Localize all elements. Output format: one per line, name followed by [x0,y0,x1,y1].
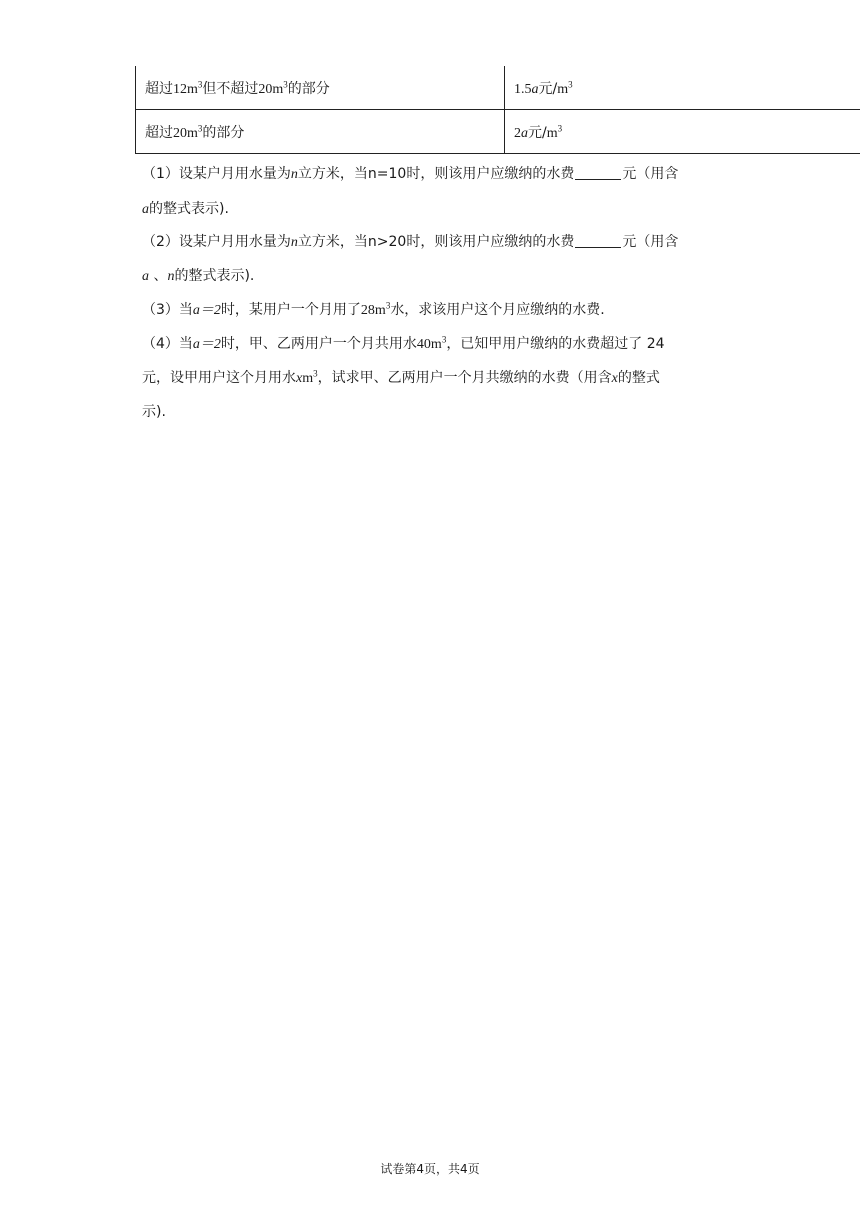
question-text: 元，设甲用户这个月用水 [142,370,296,386]
variable-n: n [290,167,298,182]
question-text: 时，甲、乙两用户一个月共用水 [220,336,417,352]
variable-a: a [142,202,149,217]
price-variable: a [521,125,528,141]
question-text: ，试求甲、乙两用户一个月共缴纳的水费（用含 [317,370,612,386]
question-text: （4）当 [142,336,193,352]
price-cell [505,66,860,110]
range-text: 但不超过 [202,80,259,97]
answer-blank[interactable] [575,164,621,180]
condition: n>20 [367,234,407,250]
variable-n: n [167,269,175,284]
price-unit-m: m [546,125,558,141]
volume: 28m [360,303,386,318]
question-text: （1）设某户月用水量为 [142,166,291,182]
cube-exponent: 3 [313,368,318,379]
range-text: 超过 [145,80,173,97]
question-text: 元（用含 [622,166,679,182]
question-1-line-1 [142,164,732,185]
question-text: 水，求该用户这个月应缴纳的水费. [390,302,605,318]
variable-x: x [611,371,618,386]
range-text: 的部分 [287,80,330,97]
question-text: 示). [142,404,166,420]
equation: a＝2 [192,303,221,318]
cube-exponent: 3 [197,122,203,133]
question-text: 的整式表示). [149,201,229,217]
table-row [136,66,860,110]
cube-exponent: 3 [283,78,288,89]
question-text: 立方米，当 [297,234,368,250]
price-unit: 元/ [528,124,547,141]
price-unit: 元/ [538,80,558,97]
range-text: 的部分 [202,124,245,141]
water-fee-table [135,66,860,154]
range-value: 12m [173,81,198,97]
question-2-line-1 [142,232,732,253]
cube-exponent: 3 [557,122,563,133]
question-text: 时，某用户一个月用了 [220,302,361,318]
variable-n: n [290,235,298,250]
range-cell [136,110,505,154]
range-cell [136,66,505,110]
volume: 40m [416,337,442,352]
price-cell [505,110,860,154]
question-text: 元（用含 [622,234,679,250]
question-text: （3）当 [142,302,193,318]
equation: a＝2 [192,337,221,352]
question-4-line-3 [142,402,732,422]
range-value: 20m [258,81,284,97]
price-unit-m: m [557,81,569,97]
cube-exponent: 3 [197,78,203,89]
table-row [136,110,860,154]
cube-exponent: 3 [568,78,573,89]
separator: 、 [153,268,168,284]
question-text: 时，则该用户应缴纳的水费 [406,166,575,182]
question-text: （2）设某户月用水量为 [142,234,291,250]
question-text: ，已知甲用户缴纳的水费超过了 24 [446,336,665,352]
question-text: 的整式 [617,370,660,386]
price-number: 1.5 [514,81,532,97]
cube-exponent: 3 [385,300,391,311]
condition: n=10 [367,166,407,182]
question-1-line-2 [142,199,732,220]
answer-blank[interactable] [575,232,621,248]
price-number: 2 [514,125,521,141]
range-value: 20m [173,125,198,141]
question-4-line-2 [142,368,732,389]
price-variable: a [531,81,539,97]
unit: m [302,371,314,386]
cube-exponent: 3 [441,334,447,345]
question-3 [142,300,732,321]
range-text: 超过 [145,124,173,141]
variable-a: a [142,269,149,284]
question-2-line-2 [142,266,732,287]
page-footer: 试卷第4页，共4页 [380,1162,480,1176]
question-text: 的整式表示). [174,268,255,284]
question-text: 时，则该用户应缴纳的水费 [406,234,575,250]
variable-x: x [296,371,303,386]
question-4-line-1 [142,334,732,355]
question-text: 立方米，当 [297,166,368,182]
